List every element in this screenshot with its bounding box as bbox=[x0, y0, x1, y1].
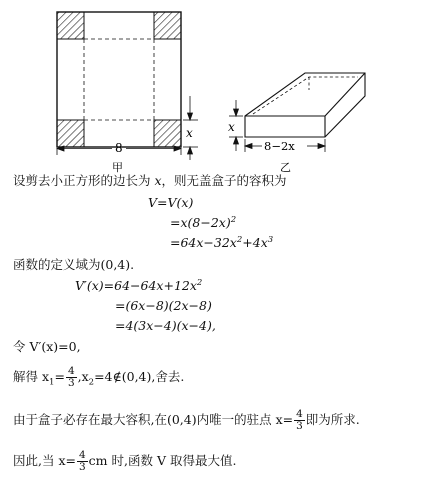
dim-8-2x-label: 8−2x bbox=[264, 139, 295, 153]
corner-square-bl bbox=[57, 120, 84, 147]
open-box bbox=[245, 73, 365, 137]
dim-x-right-label: x bbox=[228, 120, 235, 134]
line-critical-point: 由于盒子必存在最大容积,在(0,4)内唯一的驻点 x= $\frac{4}{3}$ 即为所求. bbox=[13, 408, 360, 432]
line-conclusion: 因此,当 x= $\frac{4}{3}$ cm 时,函数 V 取得最大值. bbox=[13, 449, 237, 473]
fraction-four-thirds: $\frac{4}{3}$ bbox=[78, 449, 86, 473]
line-volume-def: V=V(x) bbox=[148, 195, 194, 210]
fold-lines bbox=[84, 39, 154, 120]
line-volume-expanded: $=64x-32x^2+4x^3$ bbox=[170, 234, 274, 250]
label-jia: 甲 bbox=[112, 161, 123, 174]
corner-square-br bbox=[154, 120, 181, 147]
line-derivative: $V'(x)=64-64x+12x^2$ bbox=[75, 277, 203, 293]
corner-square-tl bbox=[57, 12, 84, 39]
label-yi: 乙 bbox=[280, 161, 291, 174]
line-domain: 函数的定义域为(0,4). bbox=[13, 257, 135, 272]
line-setup: 设剪去小正方形的边长为 x，则无盖盒子的容积为 bbox=[13, 173, 287, 188]
line-volume-expr: $=x(8-2x)^2$ bbox=[170, 214, 237, 230]
line-derivative-factor2: =4(3x−4)(x−4), bbox=[115, 318, 216, 333]
box-figure bbox=[0, 0, 435, 175]
line-set-zero: 令 V′(x)=0, bbox=[13, 339, 81, 354]
dim-x-left-label: x bbox=[186, 126, 193, 140]
line-derivative-factor: =(6x−8)(2x−8) bbox=[115, 298, 212, 313]
fraction-four-thirds: $\frac{4}{3}$ bbox=[67, 365, 75, 389]
corner-square-tr bbox=[154, 12, 181, 39]
fraction-four-thirds: $\frac{4}{3}$ bbox=[296, 408, 303, 432]
line-solutions: 解得 $x_1=$ $\frac{4}{3}$ $,x_2=4\notin(0,4)$,舍去. bbox=[13, 365, 185, 389]
dim-8-label: 8 bbox=[115, 141, 123, 155]
